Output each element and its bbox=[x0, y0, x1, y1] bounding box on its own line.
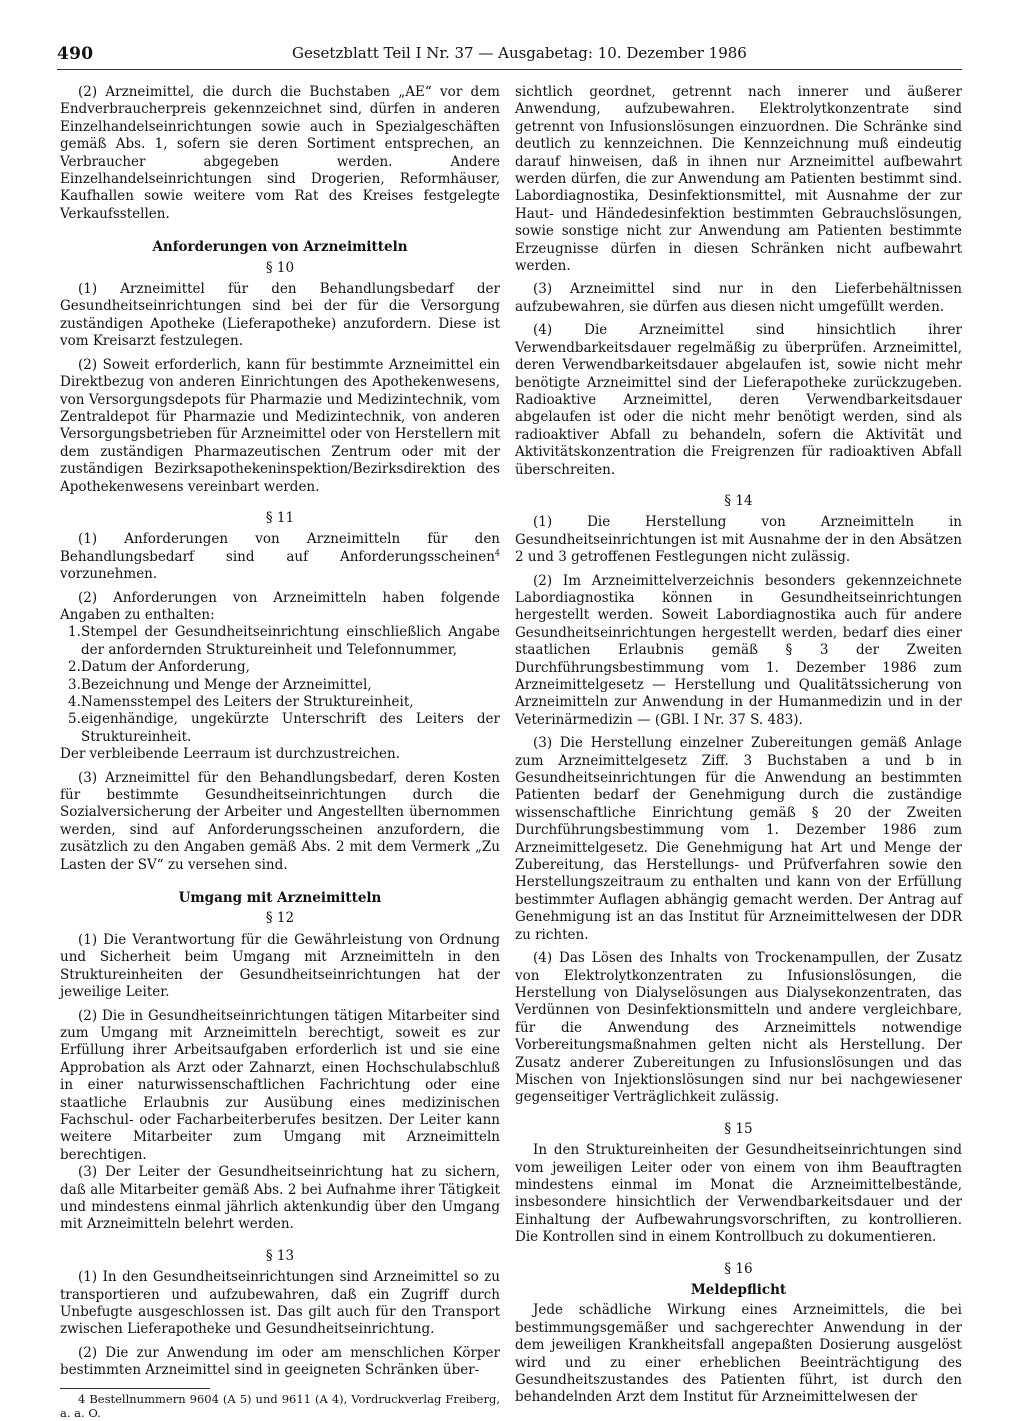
paragraph-s13-3: (3) Arzneimittel sind nur in den Lieferbehältnissen aufzubewahren, sie dürfen aus diesen nicht umgefüllt werden. bbox=[515, 281, 962, 315]
paragraph-s11-3: (3) Arzneimittel für den Behandlungsbedarf, deren Kosten für bestimmte Gesundheitseinrichtungen durch die Sozialversicherung der Arbeiter und Angestellten übernommen werden, sind auf Anforderungsscheinen anzufordern, die zusätzlich zu den Angaben gemäß Abs. 2 mit dem Vermerk „Zu Lasten der SV“ zu versehen sind. bbox=[60, 769, 500, 873]
s11-items-list bbox=[60, 624, 500, 746]
list-item bbox=[60, 677, 500, 694]
paragraph-s11-after: Der verbleibende Leerraum ist durchzustreichen. bbox=[60, 746, 400, 763]
paragraph-s14-1: (1) Die Herstellung von Arzneimitteln in Gesundheitseinrichtungen ist mit Ausnahme der in den Absätzen 2 und 3 getroffenen Festlegungen nicht zulässig. bbox=[515, 514, 962, 566]
paragraph-s11-2: (2) Anforderungen von Arzneimitteln haben folgende Angaben zu enthalten: bbox=[60, 589, 500, 623]
item-text: Stempel der Gesundheitseinrichtung einschließlich Angabe der anfordernden Struktureinheit und Telefonnummer, bbox=[81, 624, 500, 658]
section-12: § 12 bbox=[265, 910, 295, 927]
paragraph-s13-2: (2) Die zur Anwendung im oder am menschlichen Körper bestimmten Arzneimittel sind in geeigneten Schränken über- bbox=[60, 1344, 500, 1379]
paragraph-s13-1: (1) In den Gesundheitseinrichtungen sind Arzneimittel so zu transportieren und aufzubewahren, daß ein Zugriff durch Unbefugte ausgeschlossen ist. Das gilt auch für den Transport zwischen Lieferapotheke und Gesundheitseinrichtung. bbox=[60, 1269, 500, 1338]
paragraph-s12-1: (1) Die Verantwortung für die Gewährleistung von Ordnung und Sicherheit beim Umgang mit Arzneimitteln in den Struktureinheiten der Gesundheitseinrichtungen hat der jeweilige Leiter. bbox=[60, 931, 500, 1001]
paragraph-s14-3: (3) Die Herstellung einzelner Zubereitungen gemäß Anlage zum Arzneimittelgesetz Ziff. 3 Buchstaben a und b in Gesundheitseinrichtungen für die Anwendung an bestimmten Patienten bedarf der Genehmigung durch die zuständige wissenschaftliche Einrichtung gemäß § 20 der Zweiten Durchführungsbestimmung vom 1. Dezember 1986 zum Arzneimittelgesetz. Die Genehmigung hat Art und Menge der Zubereitung, das Herstellungs- und Prüfverfahren sowie den Herstellungszeitraum zu enthalten und kann von der Erfüllung bestimmter Auflagen abhängig gemacht werden. Der Antrag auf Genehmigung ist an das Institut für Arzneimittelwesen der DDR zu richten. bbox=[515, 735, 962, 943]
paragraph-s13-cont: sichtlich geordnet, getrennt nach innerer und äußerer Anwendung, aufzubewahren. Elektrolytkonzentrate sind getrennt von Infusionslösungen einzuordnen. Die Schränke sind deutlich zu kennzeichnen. Die Kennzeichnung muß eindeutig darauf hinweisen, daß in ihnen nur Arzneimittel aufbewahrt werden dürfen, die zur Anwendung am Patienten bestimmt sind. Labordiagnostika, Desinfektionsmittel, mit Ausnahme der zur Haut- und Händedesinfektion bestimmten Gebrauchslösungen, sowie sonstige nicht zur Anwendung am Patienten bestimmte Erzeugnisse dürfen in diesen Schränken nicht aufbewahrt werden. bbox=[515, 84, 962, 275]
item-text: Datum der Anforderung, bbox=[81, 659, 250, 676]
s11-1-end: vorzunehmen. bbox=[60, 566, 158, 583]
list-item bbox=[60, 659, 500, 676]
paragraph-s14-2: (2) Im Arzneimittelverzeichnis besonders gekennzeichnete Labordiagnostika können in Gesundheitseinrichtungen hergestellt werden. Soweit Labordiagnostika auch für andere Gesundheitseinrichtungen hergestellt werden, bedarf dies einer staatlichen Erlaubnis gemäß § 3 der Zweiten Durchführungsbestimmung vom 1. Dezember 1986 zum Arzneimittelgesetz — Herstellung und Qualitätssicherung von Arzneimitteln zur Anwendung in der Humanmedizin und in der Veterinärmedizin — (GBl. I Nr. 37 S. 483). bbox=[515, 572, 962, 728]
page-number: 490 bbox=[57, 44, 94, 64]
footnote: 4 Bestellnummern 9604 (A 5) und 9611 (A 4), Vordruckverlag Freiberg, a. a. O. bbox=[60, 1391, 500, 1421]
header-rule bbox=[57, 69, 962, 70]
heading-meldepflicht: Meldepflicht bbox=[690, 1282, 787, 1298]
left-column bbox=[60, 84, 500, 1421]
right-column bbox=[515, 84, 962, 1407]
list-item bbox=[60, 624, 500, 659]
page-header bbox=[57, 44, 962, 74]
paragraph-s13-4: (4) Die Arzneimittel sind hinsichtlich ihrer Verwendbarkeitsdauer regelmäßig zu überprüfen. Arzneimittel, deren Verwendbarkeitsdauer abgelaufen ist, sowie nicht mehr benötigte Arzneimittel sind der Lieferapotheke zurückzugeben. Radioaktive Arzneimittel, deren Verwendbarkeitsdauer abgelaufen ist oder die nicht mehr benötigt werden, sind als radioaktiver Abfall zu behandeln, sofern die Aktivität und Aktivitätskonzentration die Freigrenzen für radioaktiven Abfall überschreiten. bbox=[515, 322, 962, 478]
heading-anforderungen: Anforderungen von Arzneimitteln bbox=[152, 239, 408, 256]
footnote-rule bbox=[60, 1388, 210, 1389]
section-11: § 11 bbox=[265, 509, 295, 526]
section-15: § 15 bbox=[724, 1120, 753, 1137]
header-title: Gesetzblatt Teil I Nr. 37 — Ausgabetag: 10. Dezember 1986 bbox=[292, 44, 747, 62]
paragraph-s10-2: (2) Soweit erforderlich, kann für bestimmte Arzneimittel ein Direktbezug von anderen Einrichtungen des Apothekenwesens, von Versorgungsdepots für Pharmazie und Medizintechnik, vom Zentraldepot für Pharmazie und Medizintechnik, von anderen Versorgungsbetrieben für Arzneimittel oder von Herstellern mit dem zuständigen Pharmazeutischen Zentrum oder mit der zuständigen Bezirksapothekeninspektion/Bezirksdirektion des Apothekenwesens vereinbart werden. bbox=[60, 356, 500, 495]
item-text: Namensstempel des Leiters der Struktureinheit, bbox=[81, 694, 414, 710]
paragraph-s14-4: (4) Das Lösen des Inhalts von Trockenampullen, der Zusatz von Elektrolytkonzentraten zu Infusionslösungen, die Herstellung von Dialyselösungen aus Dialysekonzentraten, das Verdünnen von Desinfektionsmitteln und andere vergleichbare, für die Anwendung des Arzneimittels notwendige Vorbereitungsmaßnahmen gelten nicht als Herstellung. Der Zusatz anderer Zubereitungen zu Infusionslösungen und das Mischen von Injektionslösungen sind nur bei nachgewiesener gegenseitiger Verträglichkeit zulässig. bbox=[515, 950, 962, 1106]
paragraph-s12-2: (2) Die in Gesundheitseinrichtungen tätigen Mitarbeiter sind zum Umgang mit Arzneimitteln berechtigt, soweit es zur Erfüllung ihrer Arbeitsaufgaben erforderlich ist und sie eine Approbation als Arzt oder Zahnarzt, einen Hochschulabschluß in einer naturwissenschaftlichen Fachrichtung oder eine staatliche Erlaubnis zur Ausübung eines medizinischen Fachschul- oder Facharbeiterberufes besitzen. Der Leiter kann weitere Mitarbeiter zum Umgang mit Arzneimitteln berechtigen. bbox=[60, 1007, 500, 1163]
item-text: eigenhändige, ungekürzte Unterschrift des Leiters der Struktureinheit. bbox=[81, 711, 500, 745]
section-10: § 10 bbox=[265, 259, 295, 276]
list-item bbox=[60, 711, 500, 746]
item-number: 1. bbox=[68, 624, 81, 641]
item-number: 4. bbox=[68, 694, 81, 710]
paragraph-s15-1: In den Struktureinheiten der Gesundheitseinrichtungen sind vom jeweiligen Leiter oder von einem von ihm Beauftragten mindestens einmal im Monat die Arzneimittelbestände, insbesondere hinsichtlich der Verwendbarkeitsdauer und der Einhaltung der Aufbewahrungsvorschriften, zu kontrollieren. Die Kontrollen sind in einem Kontrollbuch zu dokumentieren. bbox=[515, 1142, 962, 1246]
section-13: § 13 bbox=[265, 1247, 295, 1264]
section-14: § 14 bbox=[724, 492, 753, 509]
paragraph-s12-3: (3) Der Leiter der Gesundheitseinrichtung hat zu sichern, daß alle Mitarbeiter gemäß Abs. 2 bei Aufnahme ihrer Tätigkeit und mindestens einmal jährlich aktenkundig über den Umgang mit Arzneimitteln belehrt werden. bbox=[60, 1164, 500, 1233]
item-number: 5. bbox=[68, 711, 81, 728]
item-number: 2. bbox=[68, 659, 81, 676]
item-text: Bezeichnung und Menge der Arzneimittel, bbox=[81, 676, 372, 693]
list-item bbox=[60, 694, 500, 711]
item-number: 3. bbox=[68, 676, 81, 693]
paragraph-s16-1: Jede schädliche Wirkung eines Arzneimittels, die bei bestimmungsgemäßer und sachgerechter Anwendung in der dem jeweiligen Krankheitsfall angepaßten Dosierung ausgelöst wird und zu einer erheblichen Beeinträchtigung des Gesundheitszustandes des Patienten führt, ist durch den behandelnden Arzt dem Institut für Arzneimittelwesen der bbox=[515, 1302, 962, 1406]
paragraph-intro: (2) Arzneimittel, die durch die Buchstaben „AE“ vor dem Endverbraucherpreis gekennzeichnet sind, dürfen in anderen Einzelhandelseinrichtungen sowie auch in Spezialgeschäften gemäß Abs. 1, sofern sie deren Sortiment entsprechen, an Verbraucher abgegeben werden. Andere Einzelhandelseinrichtungen sind Drogerien, Reformhäuser, Kaufhallen sowie weitere vom Rat des Kreises festgelegte Verkaufsstellen. bbox=[60, 84, 500, 222]
section-16: § 16 bbox=[724, 1260, 753, 1277]
s11-1-text: (1) Anforderungen von Arzneimitteln für den Behandlungsbedarf sind auf Anforderungsscheinen bbox=[60, 531, 500, 565]
footnote-ref: 4 bbox=[494, 548, 500, 558]
heading-umgang: Umgang mit Arzneimitteln bbox=[178, 890, 382, 907]
paragraph-s10-1: (1) Arzneimittel für den Behandlungsbedarf der Gesundheitseinrichtungen sind bei der für die Versorgung zuständigen Apotheke (Lieferapotheke) anzufordern. Diese ist vom Kreisarzt festzulegen. bbox=[60, 281, 500, 350]
paragraph-s11-1 bbox=[60, 531, 500, 583]
